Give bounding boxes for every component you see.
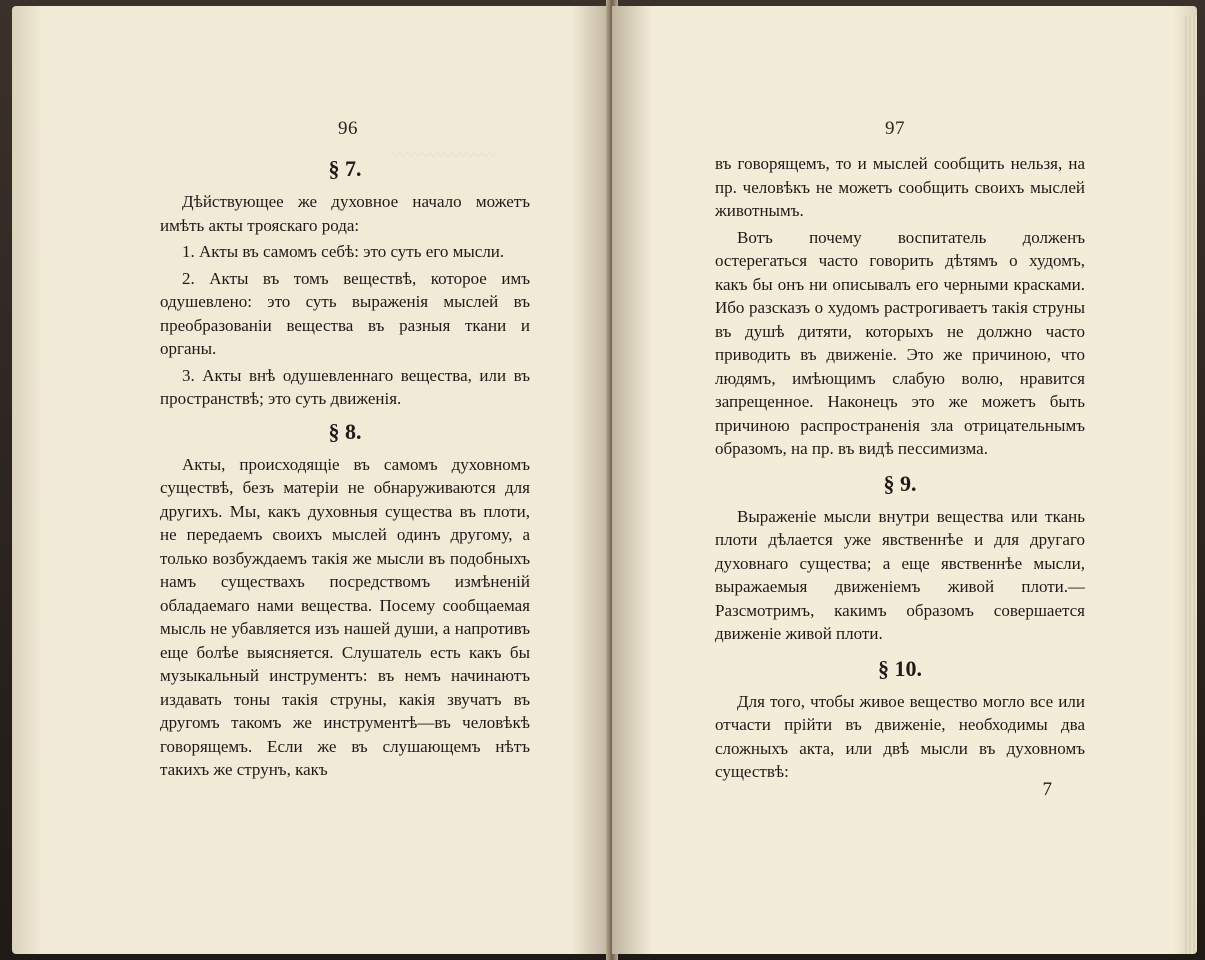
section-10-text: Для того, чтобы живое вещество могло все или отчасти прійти въ движеніе, необходимы два сложныхъ акта, или двѣ мысли въ духовномъ существѣ: [715, 691, 1085, 781]
left-text-block [160, 154, 530, 785]
left-page [12, 6, 612, 954]
right-page [612, 6, 1197, 954]
section-7-heading: § 7. [328, 156, 362, 181]
section-8-text: Акты, происходящіе въ самомъ духовномъ существѣ, безъ матеріи не обнаруживаются для другихъ. Мы, какъ духовныя существа въ плоти, не передаемъ своихъ мыслей одинъ другому, а только возбуждаемъ такія же мысли въ подобныхъ намъ существахъ посредствомъ измѣненій обладаемаго нами вещества. Посему сообщаемая мысль не убавляется изъ нашей души, а напротивъ еще болѣе выясняется. Слушатель есть какъ бы музыкальный инструментъ: въ немъ начинаютъ издавать тоны такія струны, какія звучатъ въ другомъ такомъ же инструментѣ—въ человѣкѣ говорящемъ. Если же въ слушающемъ нѣтъ такихъ же струнъ, какъ [160, 454, 530, 779]
section-10-heading: § 10. [878, 655, 922, 681]
page-number-left: 96 [338, 118, 358, 139]
section-7-intro: Дѣйствующее же духовное начало можетъ имѣть акты трояскаго рода: [160, 192, 530, 235]
section-9-heading: § 9. [883, 470, 917, 496]
page-number-right: 97 [885, 118, 905, 139]
section-7-item-3: 3. Акты внѣ одушевленнаго вещества, или въ пространствѣ; это суть движенія. [160, 365, 530, 408]
section-7-item-1: 1. Акты въ самомъ себѣ: это суть его мысли. [182, 242, 505, 261]
show-through-text: 〰〰〰〰〰〰〰 [392, 148, 498, 164]
right-text-block [715, 152, 1085, 787]
section-7-item-2: 2. Акты въ томъ веществѣ, которое имъ одушевлено: это суть выраженія мыслей въ преобразованіи вещества въ разныя ткани и органы. [160, 268, 530, 358]
continuation-text: въ говорящемъ, то и мыслей сообщить нельзя, на пр. человѣкъ не можетъ сообщить своихъ мыслей животнымъ. [715, 154, 1085, 220]
paragraph-educator: Вотъ почему воспитатель долженъ остерегаться часто говорить дѣтямъ о худомъ, какъ бы онъ ни описывалъ его черными красками. Ибо разсказъ о худомъ растрогиваетъ такія струны въ душѣ дитяти, которыхъ не должно часто приводить въ движеніе. Это же причиною, что людямъ, имѣющимъ слабую волю, нравится запрещенное. Наконецъ это же можетъ быть причиною распространенія зла отрицательнымъ образомъ, на пр. въ видѣ пессимизма. [715, 227, 1085, 458]
page-edges [1183, 16, 1197, 954]
signature-mark: 7 [1042, 779, 1052, 800]
section-8-heading: § 8. [328, 418, 362, 444]
section-9-text: Выраженіе мысли внутри вещества или ткань плоти дѣлается уже явственнѣе и для другаго духовнаго существа; а еще явственнѣе мысли, выражаемыя движеніемъ живой плоти.—Разсмотримъ, какимъ образомъ совершается движеніе живой плоти. [715, 506, 1085, 643]
